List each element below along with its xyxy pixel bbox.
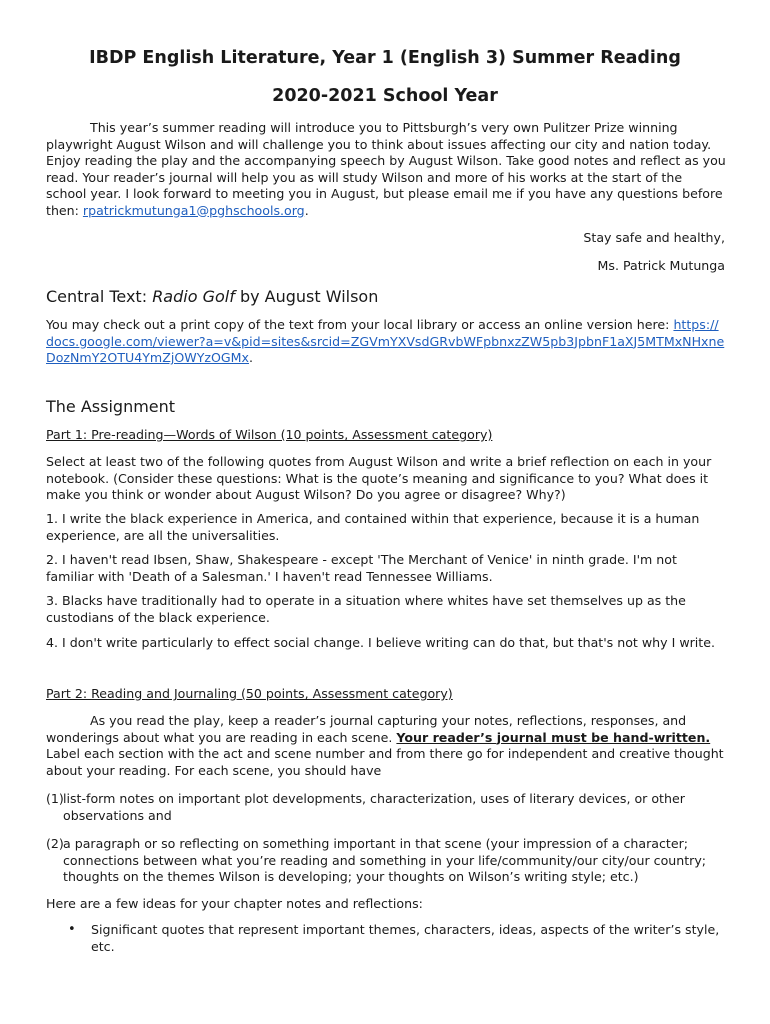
bullet-1-text: Significant quotes that represent important themes, characters, ideas, aspects of the writer’s style, etc. bbox=[91, 922, 720, 954]
bullet-symbol: • bbox=[68, 922, 76, 937]
intro-end-punct: . bbox=[304, 202, 309, 218]
quote-1: 1. I write the black experience in America, and contained within that experience, because it is a human experience, are all the universalities. bbox=[46, 511, 700, 543]
item-2-text bbox=[63, 836, 726, 886]
play-title: Radio Golf bbox=[152, 287, 235, 306]
item-2-text-content: a paragraph or so reflecting on something important in that scene (your impression of a character; connections between what you’re reading and something in your life/community/our city/our country; thoughts on the themes Wilson is developing; your thoughts on Wilson’s writing style; etc.) bbox=[63, 836, 707, 884]
central-text-end-punct: . bbox=[249, 350, 254, 365]
central-text-heading bbox=[46, 287, 378, 306]
item-2-number: (2) bbox=[46, 836, 64, 851]
numbered-item-1 bbox=[46, 791, 726, 824]
bullet-item-1 bbox=[46, 922, 726, 955]
item-1-text bbox=[63, 791, 726, 824]
assignment-heading: The Assignment bbox=[46, 397, 176, 416]
handwritten-requirement: Your reader’s journal must be hand-written. bbox=[396, 729, 711, 745]
numbered-item-2 bbox=[46, 836, 726, 886]
intro-text: This year’s summer reading will introduce you to Pittsburgh’s very own Pulitzer Prize winning playwright August Wilson and will challenge you to think about issues affecting our city and nation today. Enjoy reading the play and the accompanying speech by August Wilson. Take good notes and reflect as you read. Your reader’s journal will help you as will study Wilson and more of his works at the start of the school year. I look forward to meeting you in August, but please email me if you have any questions before then: bbox=[46, 120, 726, 218]
quote-2: 2. I haven't read Ibsen, Shaw, Shakespeare - except 'The Merchant of Venice' in ninth grade. I'm not familiar with 'Death of a Salesman.' I haven't read Tennessee Williams. bbox=[46, 552, 677, 584]
document-title: IBDP English Literature, Year 1 (English 3) Summer Reading bbox=[89, 48, 681, 68]
online-text-link[interactable]: https://docs.google.com/viewer?a=v&pid=sites&srcid=ZGVmYXVsdGRvbWFpbnxzZW5pb3JpbnF1aXJ5MTMxNHxneDozNmY2OTU4YmZjOWYzOGMx bbox=[46, 317, 725, 365]
part2-text-a: As you read the play, keep a reader’s journal capturing your notes, reflections, responses, and wonderings about what you are reading in each scene. bbox=[46, 713, 687, 745]
email-link[interactable]: rpatrickmutunga1@pghschools.org bbox=[82, 202, 305, 218]
part1-intro: Select at least two of the following quotes from August Wilson and write a brief reflection on each in your notebook. (Consider these questions: What is the quote’s meaning and significance to you? What does it make you think or wonder about August Wilson? Do you agree or disagree? Why?) bbox=[46, 454, 712, 502]
item-1-number: (1) bbox=[46, 791, 64, 806]
part2-heading: Part 2: Reading and Journaling (50 points, Assessment category) bbox=[46, 686, 453, 701]
central-text-suffix: by August Wilson bbox=[234, 287, 379, 306]
part2-text-b: Label each section with the act and scene number and from there go for independent and creative thought about your reading. For each scene, you should have bbox=[46, 746, 724, 778]
quote-4: 4. I don't write particularly to effect social change. I believe writing can do that, but that's not why I write. bbox=[46, 635, 715, 650]
quote-3: 3. Blacks have traditionally had to operate in a situation where whites have set themselves up as the custodians of the black experience. bbox=[46, 593, 686, 625]
central-text-paragraph bbox=[46, 317, 726, 367]
item-1-text-content: list-form notes on important plot developments, characterization, uses of literary devices, or other observations and bbox=[63, 791, 685, 823]
ideas-intro: Here are a few ideas for your chapter notes and reflections: bbox=[46, 896, 423, 911]
central-text-prefix: Central Text: bbox=[46, 287, 153, 306]
signoff: Stay safe and healthy, bbox=[583, 230, 725, 245]
intro-paragraph bbox=[46, 120, 726, 219]
part1-heading: Part 1: Pre-reading—Words of Wilson (10 points, Assessment category) bbox=[46, 427, 493, 442]
part2-paragraph bbox=[46, 713, 726, 779]
central-text-body: You may check out a print copy of the text from your local library or access an online version here: bbox=[46, 317, 670, 332]
school-year-title: 2020-2021 School Year bbox=[272, 86, 498, 106]
signature: Ms. Patrick Mutunga bbox=[597, 258, 725, 273]
